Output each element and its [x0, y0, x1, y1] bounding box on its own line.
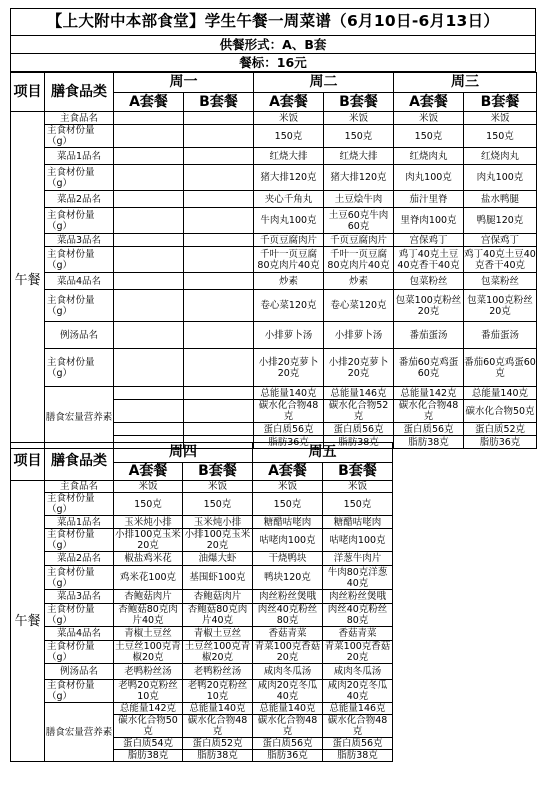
menu-cell: 肉丝粉丝煲哦 — [323, 590, 393, 604]
row-label: 菜品3品名 — [45, 234, 114, 247]
row-label: 菜品2品名 — [45, 191, 114, 208]
menu-cell: 老鸭20克粉丝10克 — [183, 680, 253, 703]
item-header: 项目 — [11, 73, 45, 112]
row-label: 主食材份量（g） — [45, 247, 114, 273]
menu-cell: 肉丝粉丝煲哦 — [253, 590, 323, 604]
row-label: 菜品3品名 — [45, 590, 114, 604]
nutrition-cell: 碳水化合物50克 — [114, 715, 183, 738]
item-header: 项目 — [11, 443, 45, 481]
row-label: 主食材份量（g） — [45, 125, 114, 148]
menu-cell: 红烧肉丸 — [464, 148, 537, 165]
menu-row — [11, 529, 393, 552]
nutrition-cell: 碳水化合物48克 — [254, 400, 324, 423]
menu-cell: 青椒土豆丝 — [183, 627, 253, 641]
row-label: 主食材份量（g） — [45, 566, 114, 590]
menu-cell: 鸭腿120克 — [464, 208, 537, 234]
menu-cell: 夹心千角丸 — [254, 191, 324, 208]
set-b-header: B套餐 — [184, 93, 254, 112]
menu-cell: 椒盐鸡米花 — [114, 552, 183, 566]
menu-cell — [184, 247, 254, 273]
menu-cell: 卷心菜120克 — [254, 290, 324, 322]
set-a-header: A套餐 — [114, 463, 183, 481]
menu-cell: 油爆大虾 — [183, 552, 253, 566]
menu-cell: 玉米炖小排 — [114, 516, 183, 529]
row-label: 主食材份量（g） — [45, 604, 114, 627]
nutrition-cell — [184, 387, 254, 400]
set-b-header: B套餐 — [464, 93, 537, 112]
row-label: 主食材份量（g） — [45, 680, 114, 703]
menu-cell: 小排萝卜汤 — [254, 322, 324, 349]
menu-cell: 肉丸100克 — [464, 165, 537, 191]
menu-cell: 土豆烩牛肉 — [324, 191, 394, 208]
nutrition-cell: 脂肪36克 — [464, 436, 537, 449]
menu-cell — [114, 112, 184, 125]
menu-cell: 鸡丁40克土豆40克香干40克 — [464, 248, 536, 271]
menu-row — [11, 247, 537, 273]
nutrition-cell: 脂肪38克 — [114, 750, 183, 762]
menu-row — [11, 273, 537, 290]
menu-cell — [114, 234, 184, 247]
menu-cell: 宫保鸡丁 — [464, 234, 537, 247]
menu-cell: 猪大排120克 — [324, 165, 394, 191]
nutrition-cell: 脂肪36克 — [254, 436, 324, 449]
nutrition-label: 膳食宏量营养素 — [45, 387, 114, 449]
nutrition-cell: 总能量142克 — [394, 387, 464, 400]
menu-cell — [184, 208, 254, 234]
menu-cell: 玉米炖小排 — [183, 516, 253, 529]
nutrition-cell: 总能量146克 — [324, 387, 394, 400]
menu-cell: 鸭块120克 — [253, 566, 323, 590]
row-label: 主食品名 — [45, 112, 114, 125]
nutrition-cell — [114, 423, 184, 436]
nutrition-cell: 碳水化合物48克 — [323, 715, 393, 738]
day-header: 周二 — [254, 73, 394, 93]
menu-cell: 青菜100克香菇20克 — [323, 641, 393, 664]
menu-cell: 洋葱牛肉片 — [323, 552, 393, 566]
nutrition-row — [11, 703, 393, 715]
menu-cell: 里脊肉100克 — [394, 208, 464, 234]
menu-cell — [114, 349, 184, 387]
row-label: 主食材份量（g） — [45, 641, 114, 664]
menu-cell: 咕咾肉100克 — [323, 529, 393, 552]
menu-cell: 米饭 — [464, 112, 537, 125]
meal-price: 餐标：16元 — [10, 54, 536, 72]
menu-cell — [114, 322, 184, 349]
nutrition-cell: 脂肪38克 — [394, 436, 464, 449]
menu-cell: 咸肉冬瓜汤 — [253, 664, 323, 680]
row-label: 例汤品名 — [45, 664, 114, 680]
row-label: 主食材份量（g） — [45, 290, 114, 322]
menu-cell: 盐水鸭腿 — [464, 191, 537, 208]
menu-cell — [184, 234, 254, 247]
menu-row — [11, 125, 537, 148]
nutrition-cell: 脂肪38克 — [324, 436, 394, 449]
menu-cell: 150克 — [464, 125, 537, 148]
menu-cell: 小排20克萝卜20克 — [324, 349, 394, 387]
nutrition-cell — [114, 387, 184, 400]
menu-cell — [114, 290, 184, 322]
menu-cell: 红烧肉丸 — [394, 148, 464, 165]
menu-cell: 番茄蛋汤 — [464, 322, 537, 349]
set-a-header: A套餐 — [394, 93, 464, 112]
menu-cell: 小排20克萝卜20克 — [254, 349, 324, 387]
nutrition-cell: 脂肪36克 — [253, 750, 323, 762]
meal-label: 午餐 — [11, 481, 45, 762]
nutrition-cell: 总能量140克 — [464, 387, 537, 400]
menu-cell: 牛肉80克洋葱40克 — [323, 566, 393, 590]
menu-cell — [114, 273, 184, 290]
row-label: 主食材份量（g） — [45, 349, 114, 387]
menu-cell: 小排100克玉米20克 — [115, 529, 181, 551]
menu-cell: 米饭 — [254, 112, 324, 125]
menu-row — [11, 322, 537, 349]
menu-cell: 包菜粉丝 — [464, 273, 537, 290]
menu-cell: 土豆60克牛肉60克 — [324, 208, 394, 234]
menu-cell: 肉丸100克 — [394, 165, 464, 191]
nutrition-cell: 蛋白质54克 — [114, 738, 183, 750]
menu-cell — [184, 148, 254, 165]
menu-cell: 米饭 — [114, 481, 183, 493]
nutrition-cell: 蛋白质56克 — [254, 423, 324, 436]
menu-cell: 米饭 — [394, 112, 464, 125]
menu-cell: 番茄60克鸡蛋60克 — [394, 349, 464, 387]
menu-cell: 150克 — [114, 493, 183, 516]
nutrition-cell: 总能量142克 — [114, 703, 183, 715]
menu-cell: 鸡米花100克 — [114, 566, 183, 590]
nutrition-cell: 蛋白质56克 — [394, 423, 464, 436]
menu-row — [11, 627, 393, 641]
menu-table-week2 — [10, 442, 393, 762]
nutrition-cell — [114, 400, 184, 423]
menu-cell: 咸肉20克冬瓜40克 — [253, 680, 323, 703]
nutrition-cell: 蛋白质56克 — [253, 738, 323, 750]
row-label: 菜品4品名 — [45, 273, 114, 290]
menu-cell: 咸肉20克冬瓜40克 — [323, 680, 393, 703]
menu-cell: 杏鲍菇肉片 — [114, 590, 183, 604]
menu-cell — [184, 349, 254, 387]
menu-cell: 米饭 — [183, 481, 253, 493]
menu-cell: 番茄蛋汤 — [394, 322, 464, 349]
menu-cell: 杏鲍菇80克肉片40克 — [114, 604, 183, 627]
row-label: 菜品4品名 — [45, 627, 114, 641]
row-label: 主食材份量（g） — [45, 165, 114, 191]
menu-row — [11, 112, 537, 125]
menu-row — [11, 481, 393, 493]
menu-cell: 老鸭20克粉丝10克 — [114, 680, 183, 703]
menu-cell: 150克 — [183, 493, 253, 516]
menu-row — [11, 493, 393, 516]
row-label: 主食材份量（g） — [45, 208, 114, 234]
menu-cell: 红烧大排 — [254, 148, 324, 165]
menu-row — [11, 234, 537, 247]
menu-cell: 茄汁里脊 — [394, 191, 464, 208]
nutrition-cell: 蛋白质56克 — [323, 738, 393, 750]
menu-cell: 150克 — [324, 125, 394, 148]
menu-cell — [184, 112, 254, 125]
menu-cell: 千叶一页豆腐80克肉片40克 — [254, 247, 324, 273]
nutrition-cell: 总能量146克 — [323, 703, 393, 715]
nutrition-cell: 碳水化合物48克 — [394, 400, 464, 423]
menu-cell: 千叶一页豆腐80克肉片40克 — [324, 247, 394, 273]
set-b-header: B套餐 — [324, 93, 394, 112]
set-b-header: B套餐 — [323, 463, 393, 481]
row-label: 菜品1品名 — [45, 148, 114, 165]
menu-row — [11, 165, 537, 191]
day-header: 周五 — [253, 443, 393, 463]
menu-row — [11, 590, 393, 604]
row-label: 菜品2品名 — [45, 552, 114, 566]
nutrition-cell: 总能量140克 — [183, 703, 253, 715]
menu-cell: 香菇青菜 — [323, 627, 393, 641]
menu-cell: 千页豆腐肉片 — [324, 234, 394, 247]
nutrition-cell: 总能量140克 — [253, 703, 323, 715]
menu-row — [11, 641, 393, 664]
menu-cell: 咕咾肉100克 — [253, 529, 323, 552]
menu-cell: 米饭 — [253, 481, 323, 493]
menu-cell: 肉丝40克粉丝80克 — [253, 604, 323, 627]
set-a-header: A套餐 — [114, 93, 184, 112]
menu-cell: 番茄60克鸡蛋60克 — [464, 349, 537, 387]
nutrition-cell: 碳水化合物50克 — [464, 400, 537, 423]
menu-cell: 老鸭粉丝汤 — [114, 664, 183, 680]
menu-cell — [114, 125, 184, 148]
menu-cell — [114, 165, 184, 191]
menu-cell: 基围虾100克 — [183, 566, 253, 590]
menu-cell: 猪大排120克 — [254, 165, 324, 191]
menu-cell: 鸡丁40克土豆40克香干40克 — [394, 247, 464, 273]
nutrition-cell — [184, 423, 254, 436]
menu-row — [11, 290, 537, 322]
menu-cell: 包菜100克粉丝20克 — [464, 290, 537, 322]
menu-cell: 糖醋咕咾肉 — [323, 516, 393, 529]
menu-cell: 青菜100克香菇20克 — [253, 641, 323, 664]
row-label: 菜品1品名 — [45, 516, 114, 529]
nutrition-label: 膳食宏量营养素 — [45, 703, 114, 762]
menu-cell: 红烧大排 — [324, 148, 394, 165]
nutrition-cell: 总能量140克 — [254, 387, 324, 400]
row-label: 主食品名 — [45, 481, 114, 493]
menu-cell: 米饭 — [323, 481, 393, 493]
set-a-header: A套餐 — [253, 463, 323, 481]
day-header: 周三 — [394, 73, 537, 93]
menu-cell: 糖醋咕咾肉 — [253, 516, 323, 529]
day-header: 周一 — [114, 73, 254, 93]
menu-cell: 宫保鸡丁 — [394, 234, 464, 247]
menu-cell: 150克 — [323, 493, 393, 516]
menu-cell: 老鸭粉丝汤 — [183, 664, 253, 680]
menu-cell: 咸肉冬瓜汤 — [323, 664, 393, 680]
page-title: 【上大附中本部食堂】学生午餐一周菜谱（6月10日-6月13日） — [10, 8, 536, 36]
menu-cell — [114, 247, 184, 273]
menu-cell: 包菜100克粉丝20克 — [394, 290, 464, 322]
menu-cell: 土豆丝100克青椒20克 — [115, 641, 181, 663]
menu-cell: 杏鲍菇80克肉片40克 — [183, 604, 253, 627]
supply-form: 供餐形式：A、B套 — [10, 36, 536, 54]
menu-cell: 干烧鸭块 — [253, 552, 323, 566]
menu-row — [11, 664, 393, 680]
nutrition-cell: 碳水化合物48克 — [183, 715, 253, 738]
nutrition-cell: 碳水化合物48克 — [253, 715, 323, 738]
menu-cell — [114, 148, 184, 165]
nutrition-row — [11, 387, 537, 400]
row-label: 例汤品名 — [45, 322, 114, 349]
category-header: 膳食品类 — [45, 73, 114, 112]
menu-cell: 小排100克玉米20克 — [183, 529, 253, 552]
menu-row — [11, 191, 537, 208]
menu-cell: 150克 — [253, 493, 323, 516]
day-header-row — [11, 443, 393, 463]
menu-cell: 150克 — [254, 125, 324, 148]
menu-cell: 炒素 — [324, 273, 394, 290]
menu-cell: 千页豆腐肉片 — [254, 234, 324, 247]
menu-cell: 肉丝40克粉丝80克 — [323, 604, 393, 627]
nutrition-cell: 脂肪38克 — [323, 750, 393, 762]
row-label: 主食材份量（g） — [45, 493, 114, 516]
menu-cell: 杏鲍菇肉片 — [183, 590, 253, 604]
menu-cell — [184, 273, 254, 290]
menu-cell: 150克 — [394, 125, 464, 148]
menu-cell: 炒素 — [254, 273, 324, 290]
set-a-header: A套餐 — [254, 93, 324, 112]
nutrition-cell: 蛋白质52克 — [464, 423, 537, 436]
row-label: 主食材份量（g） — [45, 529, 114, 552]
nutrition-cell: 脂肪38克 — [183, 750, 253, 762]
menu-cell — [184, 290, 254, 322]
menu-row — [11, 516, 393, 529]
menu-cell: 米饭 — [324, 112, 394, 125]
menu-cell — [114, 208, 184, 234]
menu-cell: 小排萝卜汤 — [324, 322, 394, 349]
menu-row — [11, 208, 537, 234]
menu-row — [11, 566, 393, 590]
day-header: 周四 — [114, 443, 253, 463]
nutrition-cell — [184, 400, 254, 423]
menu-cell: 香菇青菜 — [253, 627, 323, 641]
nutrition-cell: 碳水化合物52克 — [324, 400, 394, 423]
menu-cell — [184, 322, 254, 349]
menu-cell — [114, 191, 184, 208]
menu-row — [11, 349, 537, 387]
menu-cell — [184, 191, 254, 208]
menu-cell: 青椒土豆丝 — [114, 627, 183, 641]
menu-row — [11, 148, 537, 165]
nutrition-cell: 蛋白质52克 — [183, 738, 253, 750]
category-header: 膳食品类 — [45, 443, 114, 481]
menu-cell: 包菜粉丝 — [394, 273, 464, 290]
menu-row — [11, 680, 393, 703]
menu-cell: 土豆丝100克青椒20克 — [183, 641, 253, 664]
menu-cell — [184, 165, 254, 191]
menu-row — [11, 552, 393, 566]
menu-cell: 卷心菜120克 — [324, 290, 394, 322]
day-header-row — [11, 73, 537, 93]
menu-cell: 牛肉丸100克 — [254, 208, 324, 234]
meal-label: 午餐 — [11, 112, 45, 449]
menu-row — [11, 604, 393, 627]
set-b-header: B套餐 — [183, 463, 253, 481]
menu-table-week1 — [10, 72, 537, 449]
menu-cell — [184, 125, 254, 148]
nutrition-cell: 蛋白质56克 — [324, 423, 394, 436]
